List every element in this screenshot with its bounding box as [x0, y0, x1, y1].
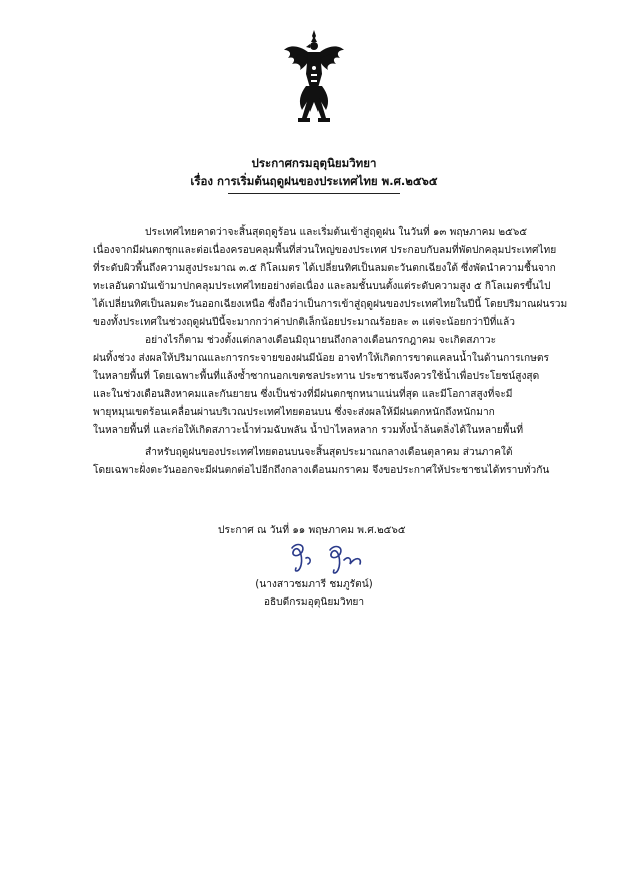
body-line: ของทั้งประเทศในช่วงฤดูฝนปีนี้จะมากกว่าค่าปกติเล็กน้อยประมาณร้อยละ ๓ แต่จะน้อยกว่าปีที่แล้ว [93, 317, 515, 328]
signature-icon [282, 538, 378, 576]
title-divider [228, 193, 400, 194]
body-line: ได้เปลี่ยนทิศเป็นลมตะวันออกเฉียงเหนือ ซึ่งถือว่าเป็นการเข้าสู่ฤดูฝนของประเทศไทยในปีนี้ โดยปริมาณฝนรวม [93, 299, 568, 310]
body-line: ในหลายพื้นที่ โดยเฉพาะพื้นที่แล้งซ้ำซากนอกเขตชลประทาน ประชาชนจึงควรใช้น้ำเพื่อประโยชน์สูงสุด [93, 371, 540, 382]
body-line: ทะเลอันดามันเข้ามาปกคลุมประเทศไทยอย่างต่อเนื่อง และลมชั้นบนตั้งแต่ระดับความสูง ๕ กิโลเมตรขึ้นไป [93, 281, 551, 292]
signer-position: อธิบดีกรมอุตุนิยมวิทยา [263, 597, 365, 608]
announcement-title: ประกาศกรมอุตุนิยมวิทยา [251, 156, 377, 170]
announcement-date: ประกาศ ณ วันที่ ๑๑ พฤษภาคม พ.ศ.๒๕๖๕ [218, 525, 406, 536]
body-line: เนื่องจากมีฝนตกชุกและต่อเนื่องครอบคลุมพื้นที่ส่วนใหญ่ของประเทศ ประกอบกับลมที่พัดปกคลุมประเทศไทย [93, 245, 557, 256]
body-line: อย่างไรก็ตาม ช่วงตั้งแต่กลางเดือนมิถุนายนถึงกลางเดือนกรกฎาคม จะเกิดสภาวะ [145, 335, 497, 346]
garuda-emblem-icon [282, 28, 346, 124]
body-line: สำหรับฤดูฝนของประเทศไทยตอนบนจะสิ้นสุดประมาณกลางเดือนตุลาคม ส่วนภาคใต้ [145, 447, 513, 458]
body-line: ประเทศไทยคาดว่าจะสิ้นสุดฤดูร้อน และเริ่มต้นเข้าสู่ฤดูฝน ในวันที่ ๑๓ พฤษภาคม ๒๕๖๕ [145, 227, 528, 238]
signer-name: (นางสาวชมภารี ชมภูรัตน์) [255, 579, 373, 590]
body-line: ในหลายพื้นที่ และก่อให้เกิดสภาวะน้ำท่วมฉับพลัน น้ำป่าไหลหลาก รวมทั้งน้ำล้นตลิ่งได้ในหลายพื้นที่ [93, 425, 524, 436]
body-line: ฝนทิ้งช่วง ส่งผลให้ปริมาณและการกระจายของฝนมีน้อย อาจทำให้เกิดการขาดแคลนน้ำในด้านการเกษตร [93, 353, 549, 364]
body-line: พายุหมุนเขตร้อนเคลื่อนผ่านบริเวณประเทศไทยตอนบน ซึ่งจะส่งผลให้มีฝนตกหนักถึงหนักมาก [93, 407, 495, 418]
body-line: โดยเฉพาะฝั่งตะวันออกจะมีฝนตกต่อไปอีกถึงกลางเดือนมกราคม จึงขอประกาศให้ประชาชนได้ทราบทั่วกัน [93, 465, 550, 476]
announcement-subject: เรื่อง การเริ่มต้นฤดูฝนของประเทศไทย พ.ศ.๒๕๖๕ [190, 174, 438, 188]
body-line: และในช่วงเดือนสิงหาคมและกันยายน ซึ่งเป็นช่วงที่มีฝนตกชุกหนาแน่นที่สุด และมีโอกาสสูงที่จะมี [93, 389, 513, 400]
body-line: ที่ระดับผิวพื้นถึงความสูงประมาณ ๓.๕ กิโลเมตร ได้เปลี่ยนทิศเป็นลมตะวันตกเฉียงใต้ ซึ่งพัดนำความชื้นจาก [93, 263, 556, 274]
